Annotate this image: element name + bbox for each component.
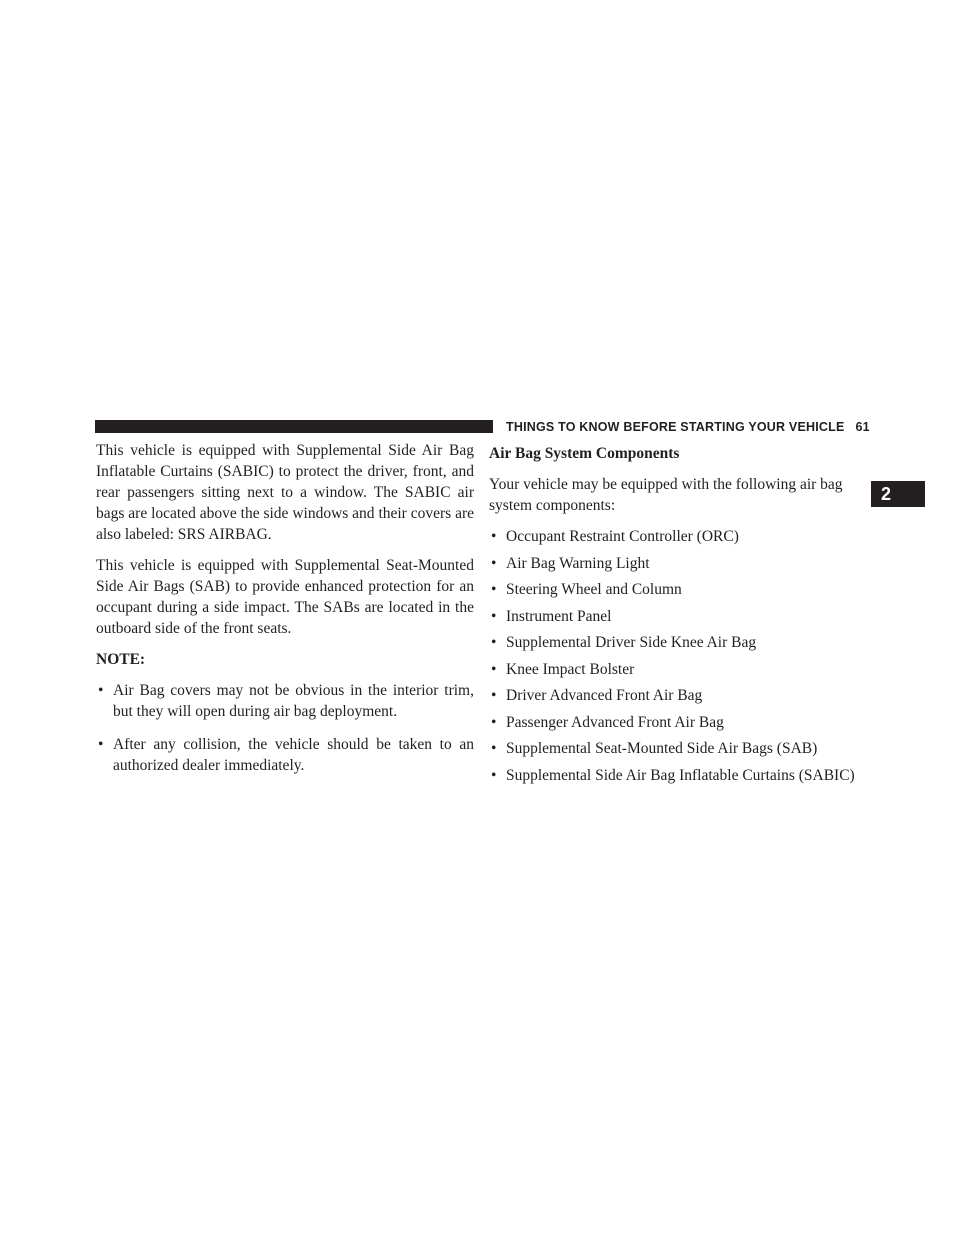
bullet-icon: •	[98, 682, 104, 699]
list-item	[489, 712, 869, 733]
list-item	[489, 738, 869, 759]
chapter-tab	[871, 481, 925, 507]
list-item	[489, 632, 869, 653]
list-item	[489, 579, 869, 600]
list-item	[489, 659, 869, 680]
note-list	[96, 680, 474, 776]
list-item-text: Knee Impact Bolster	[506, 660, 635, 678]
page-number: 61	[855, 420, 870, 434]
bullet-icon: •	[491, 554, 497, 572]
note-item	[96, 680, 474, 722]
list-item-text: Passenger Advanced Front Air Bag	[506, 713, 724, 731]
header-title: THINGS TO KNOW BEFORE STARTING YOUR VEHICLE	[506, 420, 845, 434]
list-item-text: Occupant Restraint Controller (ORC)	[506, 528, 739, 545]
bullet-icon: •	[491, 660, 497, 678]
header-rule	[95, 420, 493, 433]
bullet-icon: •	[98, 736, 104, 753]
list-item-text: Steering Wheel and Column	[506, 581, 682, 598]
bullet-icon: •	[491, 766, 497, 784]
components-list	[489, 526, 869, 786]
note-text: Air Bag covers may not be obvious in the interior trim, but they will open during air bag deployment.	[113, 682, 474, 720]
list-item-text: Air Bag Warning Light	[506, 554, 650, 572]
bullet-icon: •	[491, 713, 497, 731]
list-item-text: Supplemental Driver Side Knee Air Bag	[506, 634, 757, 651]
bullet-icon: •	[491, 634, 497, 651]
note-item	[96, 734, 474, 776]
right-column	[489, 440, 869, 791]
paragraph-sab: This vehicle is equipped with Supplemental Seat-Mounted Side Air Bags (SAB) to provide enhanced protection for an occupant during a side impact. The SABs are located in the outboard side of the front seats.	[96, 557, 474, 637]
list-item	[489, 606, 869, 627]
bullet-icon: •	[491, 740, 497, 757]
left-column	[96, 440, 474, 788]
list-item	[489, 526, 869, 547]
chapter-number: 2	[881, 484, 892, 504]
paragraph-sabic: This vehicle is equipped with Supplemental Side Air Bag Inflatable Curtains (SABIC) to protect the driver, front, and rear passengers sitting next to a window. The SABIC air bags are located above the side windows and their covers are also labeled: SRS AIRBAG.	[96, 442, 474, 543]
components-intro: Your vehicle may be equipped with the following air bag system components:	[489, 476, 843, 514]
list-item-text: Supplemental Side Air Bag Inflatable Curtains (SABIC)	[506, 766, 855, 784]
list-item	[489, 685, 869, 706]
note-label: NOTE:	[96, 651, 146, 668]
list-item-text: Driver Advanced Front Air Bag	[506, 687, 703, 704]
section-heading: Air Bag System Components	[489, 445, 680, 462]
list-item-text: Instrument Panel	[506, 607, 612, 625]
list-item	[489, 553, 869, 574]
note-text: After any collision, the vehicle should be taken to an authorized dealer immediately.	[113, 736, 474, 774]
bullet-icon: •	[491, 687, 497, 704]
bullet-icon: •	[491, 581, 497, 598]
running-header	[506, 419, 868, 435]
list-item-text: Supplemental Seat-Mounted Side Air Bags (SAB)	[506, 740, 818, 757]
bullet-icon: •	[491, 528, 497, 545]
list-item	[489, 765, 869, 786]
bullet-icon: •	[491, 607, 497, 625]
